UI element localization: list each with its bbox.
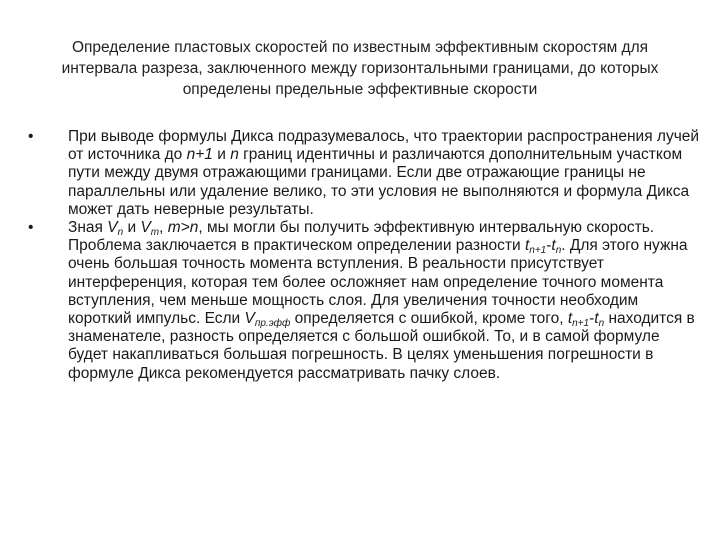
formula-n-plus-1: n+1 (186, 146, 213, 164)
text: Зная (68, 219, 108, 237)
text: . Для этого нужна очень большая точность момента вступления. В реальности присутствует интерференция, которая тем более осложняет нам определение точного момента вступления, чем меньше мощность слоя. Для увеличения точности необходим короткий импульс. Если (68, 237, 688, 328)
text: , (159, 219, 168, 237)
formula-sub: n (598, 318, 605, 330)
formula-t: t (551, 237, 556, 255)
formula-sub: n (555, 245, 562, 257)
bullet-marker: • (28, 219, 34, 237)
formula-t: t (524, 237, 530, 255)
text: и (212, 146, 231, 164)
formula-sub: пр.эфф (254, 318, 291, 330)
text: и (123, 219, 141, 237)
slide-title: Определение пластовых скоростей по известным эффективным скоростям для интервала разреза, заключенного между горизонтальными границами, до которых определены предельные эффективные скорости (61, 39, 659, 98)
text: границ идентичны и различаются дополнительным участком пути между двумя отражающими границами. Если две отражающие границы не параллельны или удаление велико, то эти условия не выполняются и формула Дикса может дать неверные результаты. (68, 146, 690, 218)
formula-sub: n+1 (529, 245, 547, 257)
formula-sub: n+1 (572, 318, 590, 330)
formula-dash: - (589, 310, 595, 328)
text: При выводе формулы Дикса подразумевалось, что траектории распространения лучей от источника до (68, 128, 700, 164)
formula-t: t (594, 310, 599, 328)
formula-m-gt-n: m>n (167, 219, 199, 237)
formula-v: V (244, 310, 255, 328)
bullet-item-interval-velocity (26, 219, 702, 383)
formula-v: V (140, 219, 151, 237)
text: определяется с ошибкой, кроме того, (290, 310, 568, 328)
bullet-marker: • (28, 128, 34, 145)
formula-v: V (107, 219, 118, 237)
formula-dash: - (546, 237, 552, 255)
formula-sub: n (117, 227, 124, 239)
formula-n: n (230, 146, 239, 164)
formula-sub: m (150, 227, 160, 239)
bullet-item-dix-assumption (26, 128, 702, 219)
formula-t: t (567, 310, 573, 328)
text: , мы могли бы получить эффективную интервальную скорость. Проблема заключается в практическом определении разности (68, 219, 655, 255)
text: находится в знаменателе, разность определяется с большой ошибкой. То, и в самой формуле будет накапливаться большая погрешность. В целях уменьшения погрешности в формуле Дикса рекомендуется рассматривать пачку слоев. (68, 310, 695, 382)
bullet-list (26, 128, 702, 383)
